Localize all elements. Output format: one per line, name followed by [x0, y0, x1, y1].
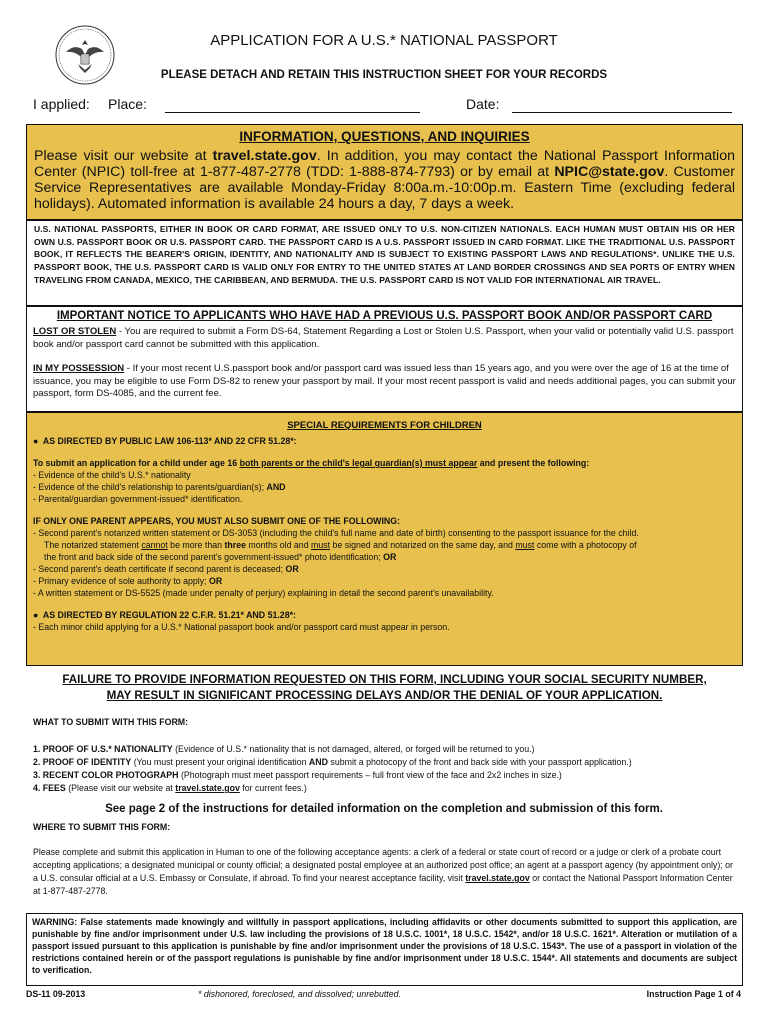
footnote: * dishonored, foreclosed, and dissolved; unrebutted.	[198, 989, 401, 999]
list-item: - Parental/guardian government-issued* identification.	[33, 494, 243, 504]
list-item: 1. PROOF OF U.S.* NATIONALITY (Evidence of U.S.* nationality that is not damaged, altered, or forged will be returned to you.)	[33, 744, 535, 754]
applied-label: I applied:	[33, 96, 90, 112]
children-box	[26, 412, 743, 666]
page-subtitle: PLEASE DETACH AND RETAIN THIS INSTRUCTION SHEET FOR YOUR RECORDS	[160, 69, 608, 81]
list-item: 4. FEES (Please visit our website at travel.state.gov for current fees.)	[33, 783, 307, 793]
one-parent-heading: IF ONLY ONE PARENT APPEARS, YOU MUST ALSO SUBMIT ONE OF THE FOLLOWING:	[33, 516, 401, 526]
website-link[interactable]: travel.state.gov	[212, 148, 317, 164]
where-to-submit-text: Please complete and submit this application in Human to one of the following acceptance agents: a clerk of a federal or state court of record or a judge or clerk of a probate court accepting applications; a designated municipal or county official; a designated postal employee at an authorized post office; an agent at a passport agency (by appointment only); or a U.S. consular official at a U.S. Embassy or Consulate, if abroad. To find your nearest acceptance facility, visit travel.state.gov or contact the National Passport Information Center at 1-877-487-2778.	[33, 847, 733, 896]
list-item: - A written statement or DS-5525 (made under penalty of perjury) explaining in detail the second parent's unavailability.	[33, 588, 494, 598]
acceptance-website-link[interactable]: travel.state.gov	[465, 873, 530, 883]
place-label: Place:	[108, 96, 147, 112]
email-link[interactable]: NPIC@state.gov	[554, 164, 665, 180]
info-text: Please visit our website at travel.state.gov. In addition, you may contact the National Passport Information Center (NPIC) toll-free at 1-877-487-2778 (TDD: 1-888-874-7793) or by email at NPIC@state.gov. Customer Service Representatives are available Monday-Friday 8:00a.m.-10:00p.m. Eastern Time (excluding federal holidays). Automated information is available 24 hours a day, 7 days a week.	[34, 148, 735, 212]
submit-list	[33, 743, 743, 795]
lost-stolen-paragraph: LOST OR STOLEN - You are required to submit a Form DS-64, Statement Regarding a Lost or Stolen U.S. Passport, when your valid or potentially valid U.S. passport book and/or passport card cannot be submitted with this application.	[33, 326, 734, 350]
info-box	[26, 124, 743, 220]
page-title: APPLICATION FOR A U.S.* NATIONAL PASSPORT	[210, 32, 558, 49]
notice-heading: IMPORTANT NOTICE TO APPLICANTS WHO HAVE HAD A PREVIOUS U.S. PASSPORT BOOK AND/OR PASSPORT CARD	[56, 310, 713, 322]
page-number: Instruction Page 1 of 4	[646, 989, 741, 999]
warning-box	[26, 913, 743, 986]
where-to-submit-heading: WHERE TO SUBMIT THIS FORM:	[33, 822, 171, 832]
children-intro: To submit an application for a child under age 16 both parents or the child's legal guardian(s) must appear and present the following:	[33, 458, 590, 468]
failure-notice: FAILURE TO PROVIDE INFORMATION REQUESTED ON THIS FORM, INCLUDING YOUR SOCIAL SECURITY NUMBER, MAY RESULT IN SIGNIFICANT PROCESSING DELAYS AND/OR THE DENIAL OF YOUR APPLICATION.	[62, 673, 707, 702]
list-item: - Second parent's death certificate if second parent is deceased; OR	[33, 564, 299, 574]
nationals-box	[26, 220, 743, 306]
list-item: - Each minor child applying for a U.S.* National passport book and/or passport card must appear in person.	[33, 622, 450, 632]
children-heading: SPECIAL REQUIREMENTS FOR CHILDREN	[287, 420, 482, 431]
list-item: 2. PROOF OF IDENTITY (You must present your original identification AND submit a photocopy of the front and back side with your passport application.)	[33, 757, 632, 767]
bullet-icon: ●	[33, 610, 39, 620]
warning-text: WARNING: False statements made knowingly and willfully in passport applications, including affidavits or other documents submitted to support this application, are punishable by fine and/or imprisonment under U.S. law including the provisions of 18 U.S.C. 1001*, 18 U.S.C. 1542*, and/or 18 U.S.C. 1621*. Alteration or mutilation of a passport issued pursuant to this application is punishable by fine and/or imprisonment under the provisions of 18 U.S.C. 1543*. The use of a passport in violation of the restrictions contained herein or of the passport regulations is punishable by fine and/or imprisonment under 18 U.S.C. 1544*. All statements and documents are subject to verification.	[32, 917, 737, 975]
place-field[interactable]	[165, 98, 420, 113]
form-number: DS-11 09-2013	[26, 989, 86, 999]
list-item-cont: The notarized statement cannot be more than three months old and must be signed and notarized on the same day, and must come with a photocopy of	[44, 540, 637, 550]
list-item-cont: the front and back side of the second parent's government-issued* photo identification; OR	[44, 552, 397, 562]
list-item: 3. RECENT COLOR PHOTOGRAPH (Photograph must meet passport requirements – full front view of the face and 2x2 inches in size.)	[33, 770, 562, 780]
list-item: - Primary evidence of sole authority to apply; OR	[33, 576, 223, 586]
see-page-2-note: See page 2 of the instructions for detailed information on the completion and submission of this form.	[105, 803, 663, 815]
list-item: - Second parent's notarized written statement or DS-3053 (including the child's full name and date of birth) consenting to the passport issuance for the child.	[33, 528, 639, 538]
possession-paragraph: IN MY POSSESSION - If your most recent U.S.passport book and/or passport card was issued less than 15 years ago, and you were over the age of 16 at the time of issuance, you may be eligible to use Form DS-82 to renew your passport by mail. If your most recent passport is valid and needs additional pages, you can submit your passport, form DS-4085, and the current fee.	[33, 363, 736, 399]
law-heading-1: ● AS DIRECTED BY PUBLIC LAW 106-113* AND 22 CFR 51.28*:	[33, 436, 297, 446]
law-heading-2: ● AS DIRECTED BY REGULATION 22 C.F.R. 51.21* AND 51.28*:	[33, 610, 296, 620]
date-label: Date:	[466, 96, 500, 112]
bullet-icon: ●	[33, 436, 39, 446]
fees-website-link[interactable]: travel.state.gov	[175, 783, 240, 793]
nationals-text: U.S. NATIONAL PASSPORTS, EITHER IN BOOK OR CARD FORMAT, ARE ISSUED ONLY TO U.S. NON-CITIZEN NATIONALS. EACH HUMAN MUST OBTAIN HIS OR HER OWN U.S. PASSPORT BOOK OR U.S. PASSPORT CARD. THE PASSPORT CARD IS A U.S. PASSPORT ISSUED IN CARD FORMAT. LIKE THE TRADITIONAL U.S. PASSPORT BOOK, IT REFLECTS THE BEARER'S ORIGIN, IDENTITY, AND NATIONALITY AND IS SUBJECT TO EXISTING PASSPORT LAWS AND REGULATIONS*. UNLIKE THE U.S. PASSPORT BOOK, THE U.S. PASSPORT CARD IS VALID ONLY FOR ENTRY TO THE UNITED STATES AT LAND BORDER CROSSINGS AND SEA PORTS OF ENTRY WHEN TRAVELING FROM CANADA, MEXICO, THE CARIBBEAN, AND BERMUDA. THE U.S. PASSPORT CARD IS NOT VALID FOR INTERNATIONAL AIR TRAVEL.	[34, 224, 735, 285]
list-item: - Evidence of the child's relationship to parents/guardian(s); AND	[33, 482, 286, 492]
notice-box	[26, 306, 743, 412]
what-to-submit-heading: WHAT TO SUBMIT WITH THIS FORM:	[33, 717, 189, 727]
info-heading: INFORMATION, QUESTIONS, AND INQUIRIES	[239, 129, 530, 144]
list-item: - Evidence of the child's U.S.* nationality	[33, 470, 191, 480]
date-field[interactable]	[512, 98, 732, 113]
